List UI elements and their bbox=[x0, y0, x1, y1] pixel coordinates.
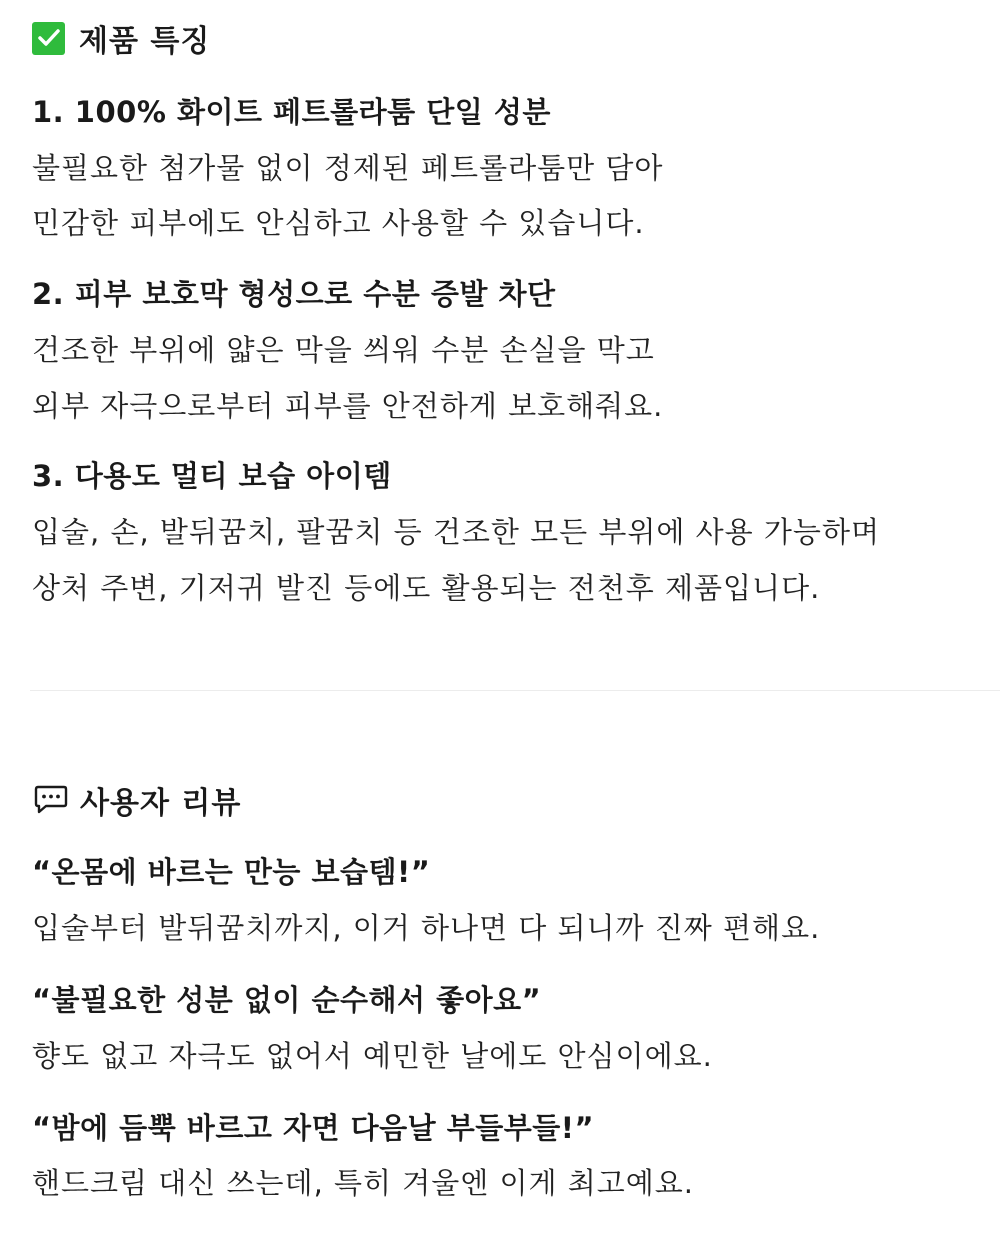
reviews-title: 사용자 리뷰 bbox=[80, 786, 242, 821]
speech-bubble-icon bbox=[32, 783, 70, 817]
features-section-header bbox=[32, 18, 210, 58]
check-box-icon bbox=[32, 22, 65, 55]
features-title: 제품 특징 bbox=[79, 24, 211, 59]
feature-3-heading: 3. 다용도 멀티 보습 아이템 bbox=[32, 459, 392, 493]
feature-2-line-2: 외부 자극으로부터 피부를 안전하게 보호해줘요. bbox=[32, 389, 664, 423]
review-2-quote: “불필요한 성분 없이 순수해서 좋아요” bbox=[32, 983, 542, 1017]
section-divider bbox=[30, 690, 1000, 691]
feature-2-heading: 2. 피부 보호막 형성으로 수분 증발 차단 bbox=[32, 277, 556, 311]
reviews-section-header bbox=[32, 780, 241, 820]
feature-3-line-2: 상처 주변, 기저귀 발진 등에도 활용되는 전천후 제품입니다. bbox=[32, 571, 821, 605]
review-1-text: 입술부터 발뒤꿈치까지, 이거 하나면 다 되니까 진짜 편해요. bbox=[32, 911, 821, 945]
feature-2-line-1: 건조한 부위에 얇은 막을 씌워 수분 손실을 막고 bbox=[32, 333, 655, 367]
feature-1-heading: 1. 100% 화이트 페트롤라툼 단일 성분 bbox=[32, 95, 551, 129]
review-2-text: 향도 없고 자극도 없어서 예민한 날에도 안심이에요. bbox=[32, 1039, 713, 1073]
review-3-quote: “밤에 듬뿍 바르고 자면 다음날 부들부들!” bbox=[32, 1111, 595, 1145]
feature-1-line-2: 민감한 피부에도 안심하고 사용할 수 있습니다. bbox=[32, 206, 645, 240]
review-1-quote: “온몸에 바르는 만능 보습템!” bbox=[32, 855, 431, 889]
feature-1-line-1: 불필요한 첨가물 없이 정제된 페트롤라툼만 담아 bbox=[32, 151, 664, 185]
feature-3-line-1: 입술, 손, 발뒤꿈치, 팔꿈치 등 건조한 모든 부위에 사용 가능하며 bbox=[32, 515, 880, 549]
review-3-text: 핸드크림 대신 쓰는데, 특히 겨울엔 이게 최고예요. bbox=[32, 1166, 695, 1200]
